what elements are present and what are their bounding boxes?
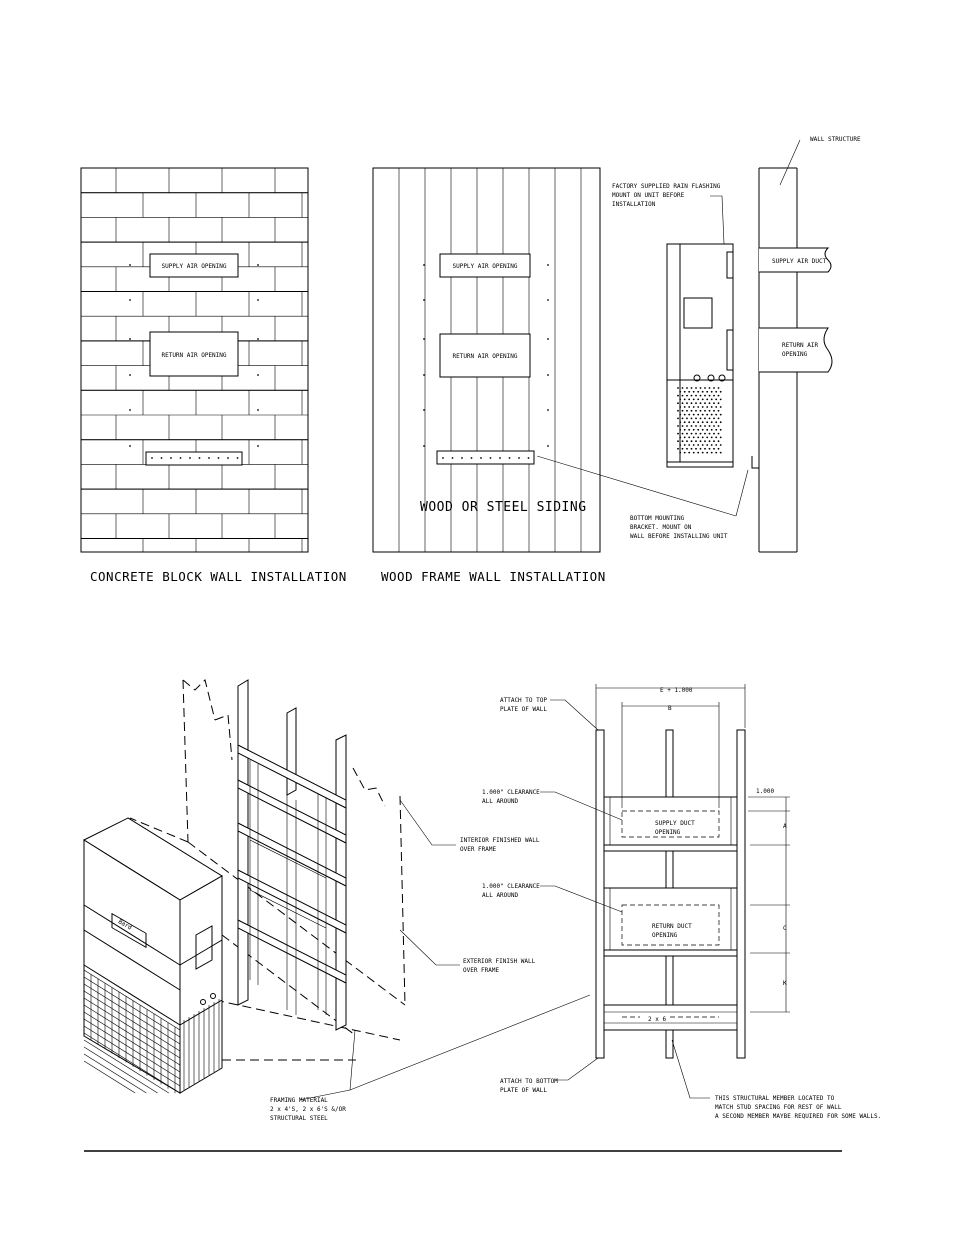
- concrete-block-wall: [81, 168, 347, 584]
- framing-note-2: 2 x 4'S, 2 x 6'S &/OR: [270, 1106, 346, 1113]
- dim-k: K: [783, 980, 787, 987]
- dim-2x6: 2 x 6: [648, 1016, 667, 1023]
- interior-note-2: OVER FRAME: [460, 846, 497, 853]
- return-duct-1: RETURN DUCT: [652, 923, 692, 930]
- clearance-note-2b: ALL AROUND: [482, 892, 519, 899]
- member-note-1: THIS STRUCTURAL MEMBER LOCATED TO: [715, 1095, 835, 1102]
- flashing-note-2: MOUNT ON UNIT BEFORE: [612, 192, 685, 199]
- interior-note-1: INTERIOR FINISHED WALL: [460, 837, 540, 844]
- frame-elevation: [482, 684, 881, 1120]
- top-plate-note-1: ATTACH TO TOP: [500, 697, 547, 704]
- member-note-2: MATCH STUD SPACING FOR REST OF WALL: [715, 1104, 842, 1111]
- flashing-note-3: INSTALLATION: [612, 201, 656, 208]
- dim-c: C: [783, 925, 787, 932]
- block-supply-label: SUPPLY AIR OPENING: [161, 263, 227, 270]
- return-opening-label-2: OPENING: [782, 351, 808, 358]
- side-view: [537, 136, 861, 552]
- bracket-note-3: WALL BEFORE INSTALLING UNIT: [630, 533, 728, 540]
- block-wall-caption: CONCRETE BLOCK WALL INSTALLATION: [90, 569, 347, 584]
- dim-a: A: [783, 823, 787, 830]
- wood-supply-label: SUPPLY AIR OPENING: [452, 263, 518, 270]
- exterior-note-1: EXTERIOR FINISH WALL: [463, 958, 536, 965]
- bottom-plate-note-2: PLATE OF WALL: [500, 1087, 547, 1094]
- top-plate-note-2: PLATE OF WALL: [500, 706, 547, 713]
- dim-b: B: [668, 705, 672, 712]
- dim-top: E + 1.000: [660, 687, 693, 694]
- side-unit: [667, 244, 733, 462]
- flashing-note-1: FACTORY SUPPLIED RAIN FLASHING: [612, 183, 721, 190]
- exterior-note-2: OVER FRAME: [463, 967, 500, 974]
- supply-duct-2: OPENING: [655, 829, 681, 836]
- clearance-note-1a: 1.000" CLEARANCE: [482, 789, 540, 796]
- wall-structure-label: WALL STRUCTURE: [810, 136, 861, 143]
- return-duct-2: OPENING: [652, 932, 678, 939]
- framing-note-3: STRUCTURAL STEEL: [270, 1115, 328, 1122]
- block-return-label: RETURN AIR OPENING: [161, 352, 227, 359]
- supply-duct-1: SUPPLY DUCT: [655, 820, 695, 827]
- wood-frame-wall: [373, 168, 606, 584]
- wood-return-label: RETURN AIR OPENING: [452, 353, 518, 360]
- bottom-plate-note-1: ATTACH TO BOTTOM: [500, 1078, 558, 1085]
- brand-label: Bard: [116, 918, 133, 932]
- member-note-3: A SECOND MEMBER MAYBE REQUIRED FOR SOME WALLS.: [715, 1113, 882, 1120]
- dim-1: 1.000: [756, 788, 775, 795]
- clearance-note-2a: 1.000" CLEARANCE: [482, 883, 540, 890]
- supply-duct-label: SUPPLY AIR DUCT: [772, 258, 827, 265]
- siding-label: WOOD OR STEEL SIDING: [420, 500, 587, 515]
- isometric-view: [84, 680, 590, 1122]
- framing-note-1: FRAMING MATERIAL: [270, 1097, 328, 1104]
- wood-wall-caption: WOOD FRAME WALL INSTALLATION: [381, 569, 606, 584]
- bracket-note-1: BOTTOM MOUNTING: [630, 515, 685, 522]
- bracket-note-2: BRACKET. MOUNT ON: [630, 524, 692, 531]
- clearance-note-1b: ALL AROUND: [482, 798, 519, 805]
- return-opening-label-1: RETURN AIR: [782, 342, 819, 349]
